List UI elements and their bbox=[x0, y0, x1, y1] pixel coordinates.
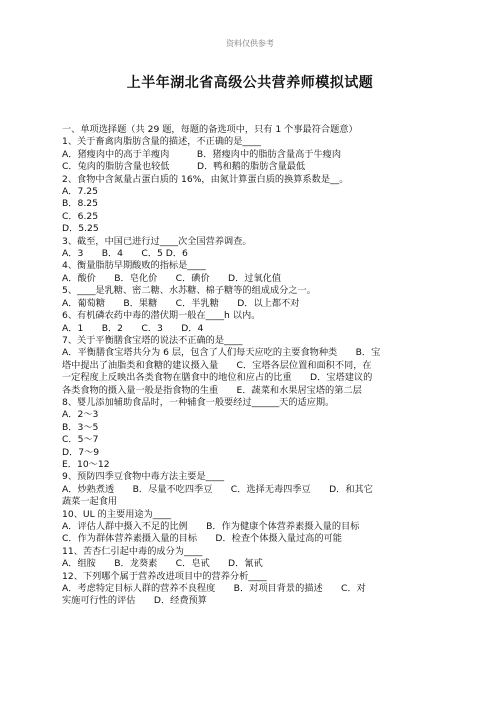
question-2-option-d: D．5.25 bbox=[62, 223, 99, 235]
question-12-options-line-2: 实施可行性的评估 D．经费预算 bbox=[62, 595, 207, 607]
question-8-option-a: A．2～3 bbox=[62, 409, 99, 421]
question-2-option-a: A．7.25 bbox=[62, 186, 98, 198]
question-6: 6、有机磷农药中毒的潜伏期一般在____h 以内。 bbox=[62, 310, 261, 322]
page-title: 上半年湖北省高级公共营养师模拟试题 bbox=[126, 75, 374, 91]
question-8: 8、婴儿添加辅助食品时，一种辅食一般要经过______天的适应期。 bbox=[62, 396, 335, 408]
question-10-options-ab: A．评估人群中摄入不足的比例 B．作为健康个体营养素摄入量的目标 bbox=[62, 521, 360, 532]
question-7-options-line-4: 各类食物的摄入量一般是指食物的生重 E．蔬菜和水果居宝塔的第二层 bbox=[62, 384, 362, 396]
question-8-option-c: C．5～7 bbox=[62, 434, 99, 446]
question-1-options-cd: C．兔肉的脂肪含量也较低 D．鸭和鹅的脂肪含量最低 bbox=[62, 161, 306, 173]
question-9-options-line-2: 蔬菜一起食用 bbox=[62, 496, 118, 508]
question-7-options-line-3: 一定程度上反映出各类食物在膳食中的地位和应占的比重 D．宝塔建议的 bbox=[62, 372, 373, 384]
question-2: 2、食物中含氮量占蛋白质的 16%，由氮计算蛋白质的换算系数是__。 bbox=[62, 173, 349, 185]
question-3-options: A．3 B．4 C．5 D．6 bbox=[62, 248, 188, 260]
exam-content bbox=[62, 124, 432, 608]
page-header-note: 资料仅供参考 bbox=[226, 39, 274, 48]
question-5: 5、____是乳糖、密二糖、水苏糖、棉子糖等的组成成分之一。 bbox=[62, 285, 316, 297]
question-2-option-c: C．6.25 bbox=[62, 210, 99, 222]
question-9-options-line-1: A．炒熟煮透 B．尽量不吃四季豆 C．选择无毒四季豆 D．和其它 bbox=[62, 483, 373, 495]
question-5-options: A．葡萄糖 B．果糖 C．半乳糖 D．以上都不对 bbox=[62, 297, 300, 309]
question-1-options-ab: A．猪瘦肉中的高于羊瘦肉 B．猪瘦肉中的脂肪含量高于牛瘦肉 bbox=[62, 148, 342, 160]
question-11-options: A．组胺 B．龙葵素 C．皂甙 D．氰甙 bbox=[62, 558, 263, 570]
question-8-option-e: E．10～12 bbox=[62, 458, 110, 470]
question-8-option-d: D．7～9 bbox=[62, 446, 100, 458]
question-3: 3、截至，中国已进行过____次全国营养调查。 bbox=[62, 235, 252, 247]
question-4-options: A．酸价 B．皂化价 C．碘价 D．过氧化值 bbox=[62, 272, 282, 284]
question-1: 1、关于畜禽肉脂肪含量的描述，不正确的是____ bbox=[62, 136, 261, 148]
question-8-option-b: B．3～5 bbox=[62, 421, 99, 433]
section-heading: 一、单项选择题（共 29 题，每题的备选项中，只有 1 个事最符合题意） bbox=[62, 124, 358, 135]
question-6-options: A．1 B．2 C．3 D．4 bbox=[62, 322, 204, 334]
question-10: 10、UL 的主要用途为____ bbox=[62, 508, 172, 520]
question-11: 11、苦杏仁引起中毒的成分为____ bbox=[62, 545, 203, 557]
question-7-options-line-1: A．平衡膳食宝塔共分为 6 层，包含了人们每天应吃的主要食物种类 B．宝 bbox=[62, 347, 381, 359]
question-2-option-b: B．8.25 bbox=[62, 198, 98, 210]
question-7-options-line-2: 塔中提出了油脂类和食糖的建议摄入量 C．宝塔各层位置和面积不同，在 bbox=[62, 359, 372, 371]
question-7: 7、关于平衡膳食宝塔的说法不正确的是____ bbox=[62, 334, 243, 346]
question-10-options-cd: C．作为群体营养素摄入量的目标 D．检查个体摄入量过高的可能 bbox=[62, 533, 342, 545]
question-12-options-line-1: A．考虑特定目标人群的营养不良程度 B．对项目背景的描述 C．对 bbox=[62, 583, 366, 595]
question-12: 12、下列哪个属于营养改进项目中的营养分析____ bbox=[62, 570, 267, 582]
question-4: 4、衡量脂肪早期酸败的指标是____ bbox=[62, 260, 206, 272]
question-9: 9、预防四季豆食物中毒方法主要是____ bbox=[62, 471, 225, 483]
